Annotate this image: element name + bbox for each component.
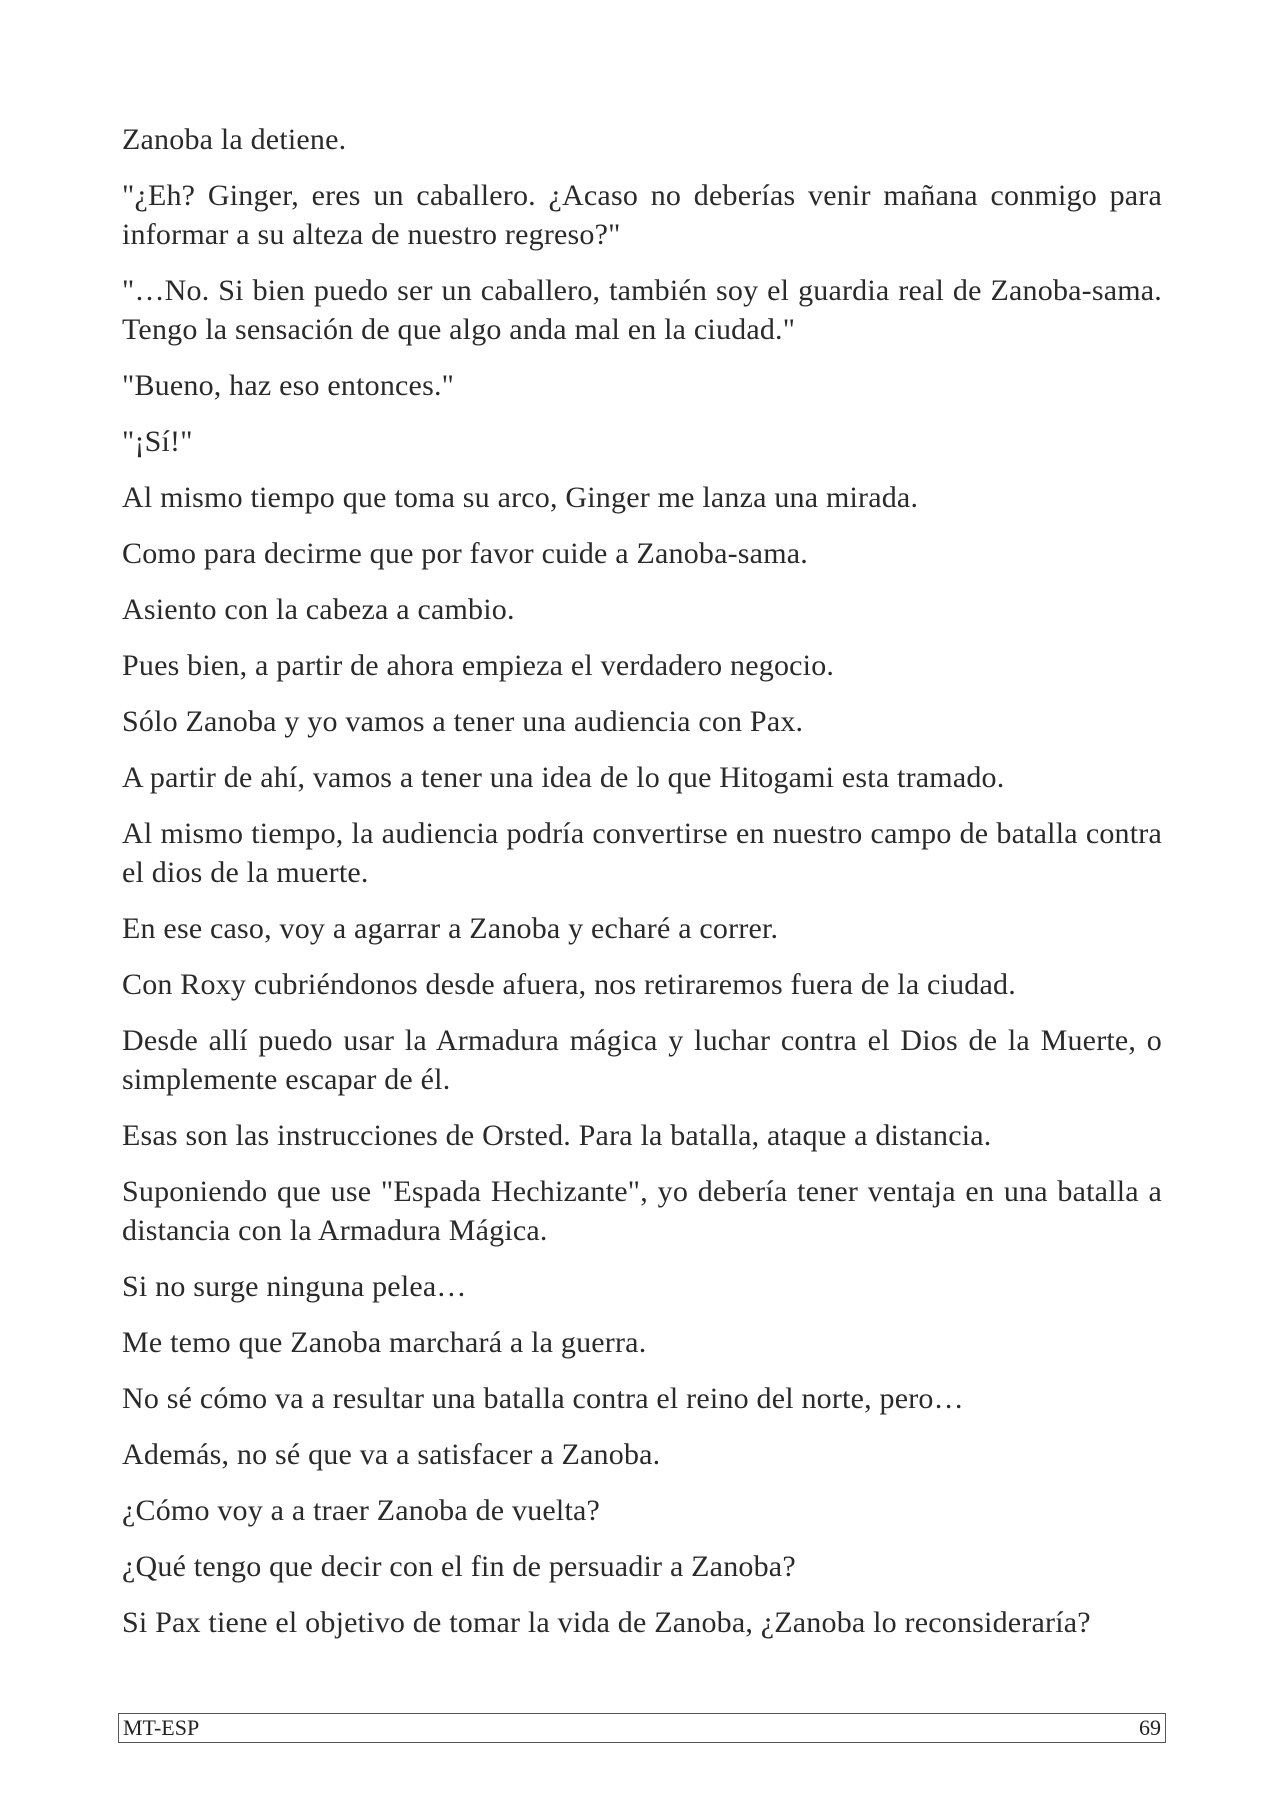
paragraph: Con Roxy cubriéndonos desde afuera, nos retiraremos fuera de la ciudad. [122,968,1016,1001]
paragraph: Si no surge ninguna pelea… [122,1270,467,1303]
paragraph: A partir de ahí, vamos a tener una idea de lo que Hitogami esta tramado. [122,761,1005,794]
paragraph: Asiento con la cabeza a cambio. [122,593,515,626]
paragraph: Zanoba la detiene. [122,123,347,156]
paragraph: Al mismo tiempo que toma su arco, Ginger me lanza una mirada. [122,481,919,514]
page-footer [118,1713,1166,1743]
paragraph: Al mismo tiempo, la audiencia podría convertirse en nuestro campo de batalla contra el dios de la muerte. [122,817,1162,889]
paragraph: Además, no sé que va a satisfacer a Zanoba. [122,1438,661,1471]
paragraph: "Bueno, haz eso entonces." [122,369,455,402]
paragraph: Sólo Zanoba y yo vamos a tener una audiencia con Pax. [122,705,804,738]
paragraph: Como para decirme que por favor cuide a Zanoba-sama. [122,537,808,570]
paragraph: Si Pax tiene el objetivo de tomar la vida de Zanoba, ¿Zanoba lo reconsideraría? [122,1606,1091,1639]
paragraph: No sé cómo va a resultar una batalla contra el reino del norte, pero… [122,1382,964,1415]
paragraph: ¿Cómo voy a a traer Zanoba de vuelta? [122,1494,601,1527]
paragraph: Pues bien, a partir de ahora empieza el verdadero negocio. [122,649,835,682]
paragraph: Suponiendo que use "Espada Hechizante", yo debería tener ventaja en una batalla a distancia con la Armadura Mágica. [122,1175,1162,1247]
paragraph: Me temo que Zanoba marchará a la guerra. [122,1326,647,1359]
paragraph: "¿Eh? Ginger, eres un caballero. ¿Acaso no deberías venir mañana conmigo para informar a su alteza de nuestro regreso?" [122,179,1162,251]
page-number: 69 [1139,1715,1161,1740]
paragraph: "¡Sí!" [122,425,193,458]
text-body [122,120,1162,1659]
paragraph: En ese caso, voy a agarrar a Zanoba y echaré a correr. [122,912,779,945]
footer-label: MT-ESP [123,1715,200,1740]
paragraph: "…No. Si bien puedo ser un caballero, también soy el guardia real de Zanoba-sama. Tengo la sensación de que algo anda mal en la ciudad." [122,274,1162,346]
paragraph: Esas son las instrucciones de Orsted. Para la batalla, ataque a distancia. [122,1119,992,1152]
paragraph: ¿Qué tengo que decir con el fin de persuadir a Zanoba? [122,1550,796,1583]
paragraph: Desde allí puedo usar la Armadura mágica y luchar contra el Dios de la Muerte, o simplemente escapar de él. [122,1024,1162,1096]
